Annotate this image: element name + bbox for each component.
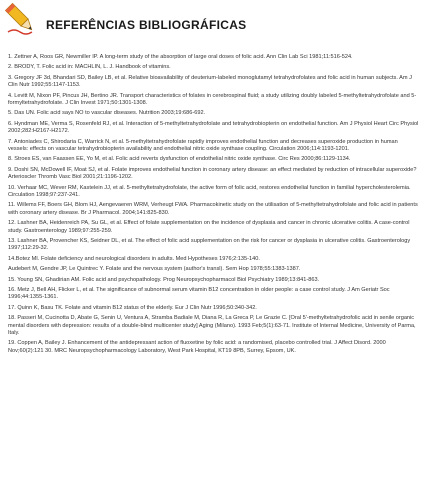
- pencil-icon: [4, 2, 38, 36]
- header: [0, 0, 425, 46]
- reference-item: 5. Das UN. Folic acid says NO to vascular diseases. Nutrition 2003;19:686-692.: [8, 110, 206, 117]
- reference-item: 18. Passeri M, Cucinotta D, Abate G, Senin U, Ventura A, Stramba Badiale M, Diana R, La Greca P, Le Grazie C. [Oral 5'-methyltetrahydrofolic acid in senile organic mental disorders with depression: results of a double-blind multicenter study] Aging (Milano). 1993 Feb;5(1):63-71. Institute of Internal Medicine, University of Parma, Italy.: [8, 315, 416, 336]
- references-list: [8, 54, 419, 358]
- reference-item: 9. Doshi SN, McDowell IF, Moat SJ, et al. Folate improves endothelial function in coronary artery disease: an effect mediated by reduction of intracellular superoxide? Arterioscler Thromb Vasc Biol 2001;21:1196-1202.: [8, 166, 417, 181]
- reference-item: 19. Coppen A, Bailey J. Enhancement of the antidepressant action of fluoxetine by folic acid: a randomised, placebo controlled trial. J Affect Disord. 2000 Nov;60(2):121 30. MRC Neuropsychopharmacology Laboratory, West Park Hospital, KT19 8PB, Surrey, Epsom, UK.: [8, 340, 386, 354]
- reference-item: 16. Metz J, Bell AH, Flicker L, et al. The significance of subnormal serum vitamin B12 concentration in older people: a case control study. J Am Geriatr Soc 1996;44:1355-1361.: [8, 287, 390, 301]
- reference-item: 11. Willems FF, Boers GH, Blom HJ, Aengevaeren WRM, Verheugt FWA. Pharmacokinetic study on the utilisation of 5-methyltetrahydrofolate and folic acid in patients with coronary artery disease. Br J Pharmacol. 2004;141:825-830.: [8, 202, 418, 216]
- reference-item: 12. Lashner BA, Heidenreich PA, Su GL, et al. Effect of folate supplementation on the incidence of dysplasia and cancer in chronic ulcerative colitis. A case-control study. Gastroenterology 1989;97:255-259.: [8, 220, 410, 234]
- reference-item: 2. BRODY, T. Folic acid in: MACHLIN, L. J. Handbook of vitamins.: [8, 64, 171, 71]
- reference-item: 14.Botez MI. Folate deficiency and neurological disorders in adults. Med Hypotheses 1976;2:135-140.: [8, 255, 260, 262]
- reference-item: 6. Hyndman ME, Verma S, Rosenfeld RJ, et al. Interaction of 5-methyltetrahydrofolate and tetrahydrobiopterin on endothelial function. Am J Physiol Heart Circ Physiol 2002;282:H2167-H2172.: [8, 120, 419, 135]
- reference-item: 7. Antoniades C, Shirodaria C, Warrick N, et al. 5-methyltetrahydrofolate rapidly improves endothelial function and decreases superoxide production in human vessels: effects on vascular tetrahydrobiopterin availability and endothelial nitric oxide synthase coupling. Circulation 2006;114:1193-1201.: [8, 138, 398, 152]
- reference-item: Audebert M, Gendre JP, Le Quintrec Y. Folate and the nervous system (author's transl). Sem Hop 1978;55:1383-1387.: [8, 266, 301, 273]
- reference-item: 8. Stroes ES, van Faassen EE, Yo M, et al. Folic acid reverts dysfunction of endothelial nitric oxide synthase. Circ Res 2000;86:1129-1134.: [8, 156, 351, 163]
- reference-item: 17. Quinn K, Basu TK. Folate and vitamin B12 status of the elderly. Eur J Clin Nutr 1996;50:340-342.: [8, 304, 257, 311]
- reference-item: 13. Lashner BA, Provencher KS, Seidner DL, et al. The effect of folic acid supplementation on the risk for cancer or dysplasia in ulcerative colitis. Gastroenterology 1997;112:29-32.: [8, 238, 411, 252]
- reference-item: 15. Young SN, Ghadirian AM. Folic acid and psychopathology. Prog Neuropsychopharmacol Biol Psychiatry 1989;13:841-863.: [8, 276, 320, 283]
- reference-item: 3. Gregory JF 3d, Bhandari SD, Bailey LB, et al. Relative bioavailability of deuterium-labeled monoglutamyl tetrahydrofolates and folic acid in human subjects. Am J Clin Nutr 1992;55:1147-1153.: [8, 74, 412, 89]
- reference-item: 4. Levitt M, Nixon PF, Pincus JH, Bertino JR. Transport characteristics of folates in cerebrospinal fluid; a study utilizing doubly labeled 5-methyltetrahydrofolate and 5-formyltetrahydrofolate. J Clin Invest 1971;50:1301-1308.: [8, 92, 417, 106]
- reference-item: 1. Zettner A, Roos GR, Newmiller IP. A long-term study of the absorption of large oral doses of folic acid. Ann Clin Lab Sci 1981;11:516-524.: [8, 54, 353, 60]
- reference-item: 10. Verhaar MC, Wever RM, Kastelein JJ, et al. 5-methyltetrahydrofolate, the active form of folic acid, restores endothelial function in familial hypercholesterolemia. Circulation 1998;97:237-241.: [8, 184, 411, 198]
- page-title: REFERÊNCIAS BIBLIOGRÁFICAS: [46, 18, 247, 32]
